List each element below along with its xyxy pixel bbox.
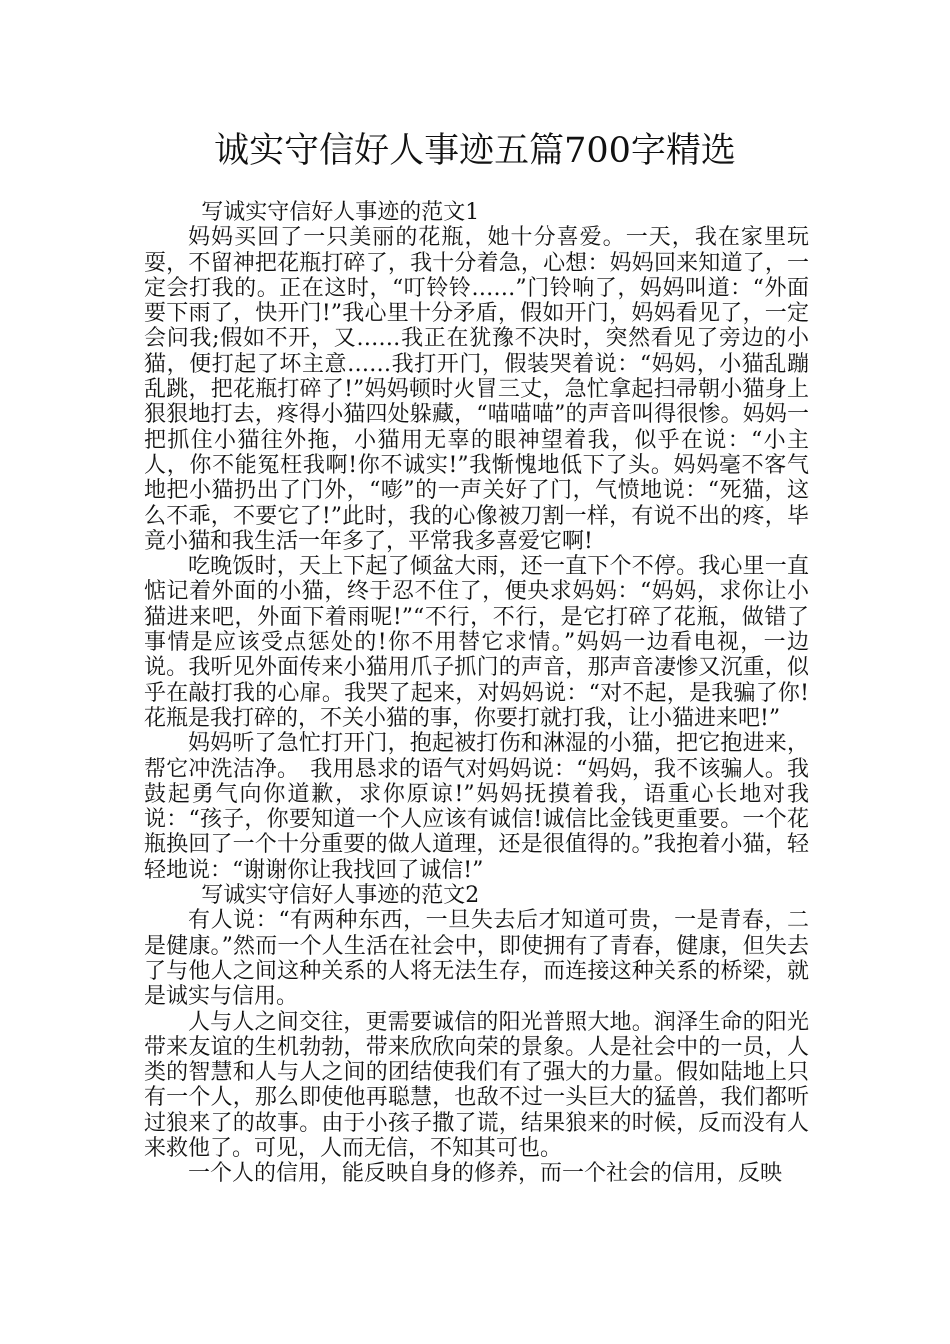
paragraph: 一个人的信用，能反映自身的修养，而一个社会的信用，反映 <box>188 1161 783 1187</box>
paragraph: 吃晚饭时，天上下起了倾盆大雨，还一直下个不停。我心里一直惦记着外面的小猫，终于忍不住了，便央求妈妈：“妈妈，求你让小猫进来吧，外面下着雨呢!”“不行，不行，是它打碎了花瓶，做错了事情是应该受点惩处的!你不用替它求情。”妈妈一边看电视，一边说。我听见外面传来小猫用爪子抓门的声音，那声音凄惨又沉重，似乎在敲打我的心扉。我哭了起来，对妈妈说：“对不起，是我骗了你!花瓶是我打碎的，不关小猫的事，你要打就打我，让小猫进来吧!” <box>144 554 809 731</box>
page-title: 诚实守信好人事迹五篇700字精选 <box>214 131 736 171</box>
paragraph: 有人说：“有两种东西，一旦失去后才知道可贵，一是青春，二是健康。”然而一个人生活在社会中，即使拥有了青春，健康，但失去了与他人之间这种关系的人将无法生存，而连接这种关系的桥梁，就是诚实与信用。 <box>144 908 809 1010</box>
section-heading: 写诚实守信好人事迹的范文1 <box>201 200 480 225</box>
paragraph: 妈妈听了急忙打开门，抱起被打伤和淋湿的小猫，把它抱进来，帮它冲洗洁净。 我用恳求的语气对妈妈说：“妈妈，我不该骗人。我鼓起勇气向你道歉，求你原谅!”妈妈抚摸着我，语重心长地对我说：“孩子，你要知道一个人应该有诚信!诚信比金钱更重要。一个花瓶换回了一个十分重要的做人道理，还是很值得的。”我抱着小猫，轻轻地说：“谢谢你让我找回了诚信!” <box>144 731 809 883</box>
section-heading: 写诚实守信好人事迹的范文2 <box>201 883 480 909</box>
document-body <box>144 200 809 1187</box>
paragraph: 人与人之间交往，更需要诚信的阳光普照大地。润泽生命的阳光带来友谊的生机勃勃，带来欣欣向荣的景象。人是社会中的一员，人类的智慧和人与人之间的团结使我们有了强大的力量。假如陆地上只有一个人，那么即使他再聪慧，也敌不过一头巨大的猛兽，我们都听过狼来了的故事。由于小孩子撒了谎，结果狼来的时候，反而没有人来救他了。可见，人而无信，不知其可也。 <box>144 1009 809 1161</box>
paragraph: 妈妈买回了一只美丽的花瓶，她十分喜爱。一天，我在家里玩耍，不留神把花瓶打碎了，我十分着急，心想：妈妈回来知道了，一定会打我的。正在这时，“叮铃铃……”门铃响了，妈妈叫道：“外面要下雨了，快开门!”我心里十分矛盾，假如开门，妈妈看见了，一定会问我;假如不开，又……我正在犹豫不决时，突然看见了旁边的小猫，便打起了坏主意……我打开门，假装哭着说：“妈妈，小猫乱蹦乱跳，把花瓶打碎了!”妈妈顿时火冒三丈，急忙拿起扫帚朝小猫身上狠狠地打去，疼得小猫四处躲藏，“喵喵喵”的声音叫得很惨。妈妈一把抓住小猫往外拖，小猫用无辜的眼神望着我，似乎在说：“小主人，你不能冤枉我啊!你不诚实!”我惭愧地低下了头。妈妈毫不客气地把小猫扔出了门外，“嘭”的一声关好了门，气愤地说：“死猫，这么不乖，不要它了!”此时，我的心像被刀割一样，有说不出的疼，毕竟小猫和我生活一年多了，平常我多喜爱它啊! <box>144 225 809 554</box>
